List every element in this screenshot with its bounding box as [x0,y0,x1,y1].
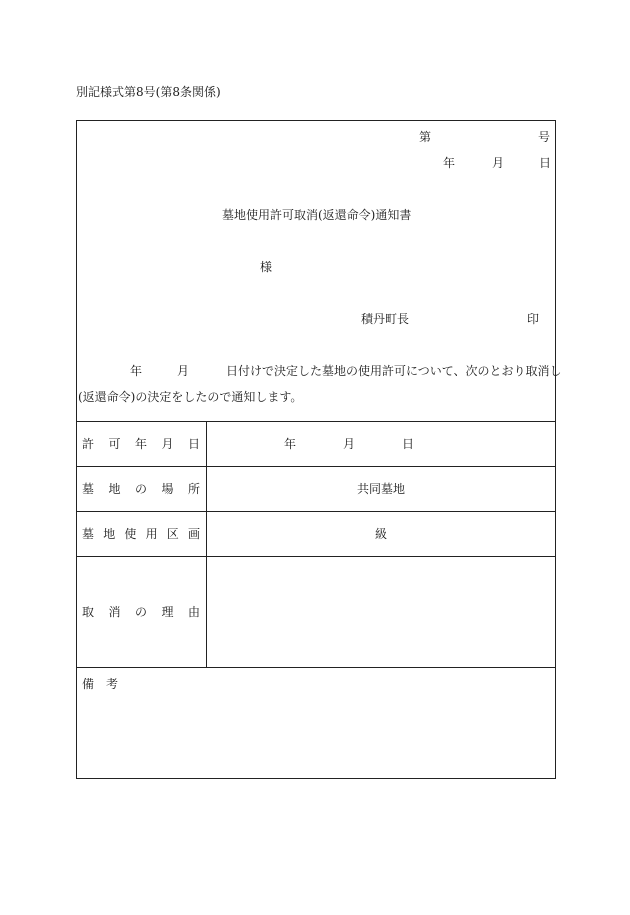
table-divider [76,667,556,668]
issuer-name: 積丹町長 [361,312,410,326]
table-divider [76,421,556,422]
date-month: 月 [492,156,505,170]
cemetery-location-value: 共同墓地 [356,482,405,496]
cancellation-reason-label: 取 消 の 理 由 [82,605,200,619]
permit-date-label: 許 可 年 月 日 [82,437,200,451]
permit-date-day: 日 [402,437,415,451]
form-number: 別記様式第8号(第8条関係) [76,85,221,99]
cemetery-location-label: 墓 地 の 場 所 [82,482,200,496]
permit-date-year: 年 [284,437,297,451]
body-line2: (返還命令)の決定をしたので通知します。 [78,390,303,404]
issuer-seal: 印 [527,312,540,326]
cemetery-plot-value: 級 [374,527,387,541]
body-line1: 日付けで決定した墓地の使用許可について、次のとおり取消し [226,364,562,378]
table-divider [76,466,556,467]
number-suffix: 号 [538,130,551,144]
date-year: 年 [443,156,456,170]
column-divider [206,421,207,667]
number-prefix: 第 [419,130,432,144]
permit-date-month: 月 [343,437,356,451]
table-divider [76,511,556,512]
remarks-label: 備 考 [82,677,119,691]
body-month: 月 [177,364,190,378]
addressee-suffix: 様 [260,260,273,274]
date-day: 日 [539,156,552,170]
cemetery-plot-label: 墓 地 使 用 区 画 [82,527,200,541]
body-year: 年 [130,364,143,378]
document-title: 墓地使用許可取消(返還命令)通知書 [222,208,412,222]
table-divider [76,556,556,557]
